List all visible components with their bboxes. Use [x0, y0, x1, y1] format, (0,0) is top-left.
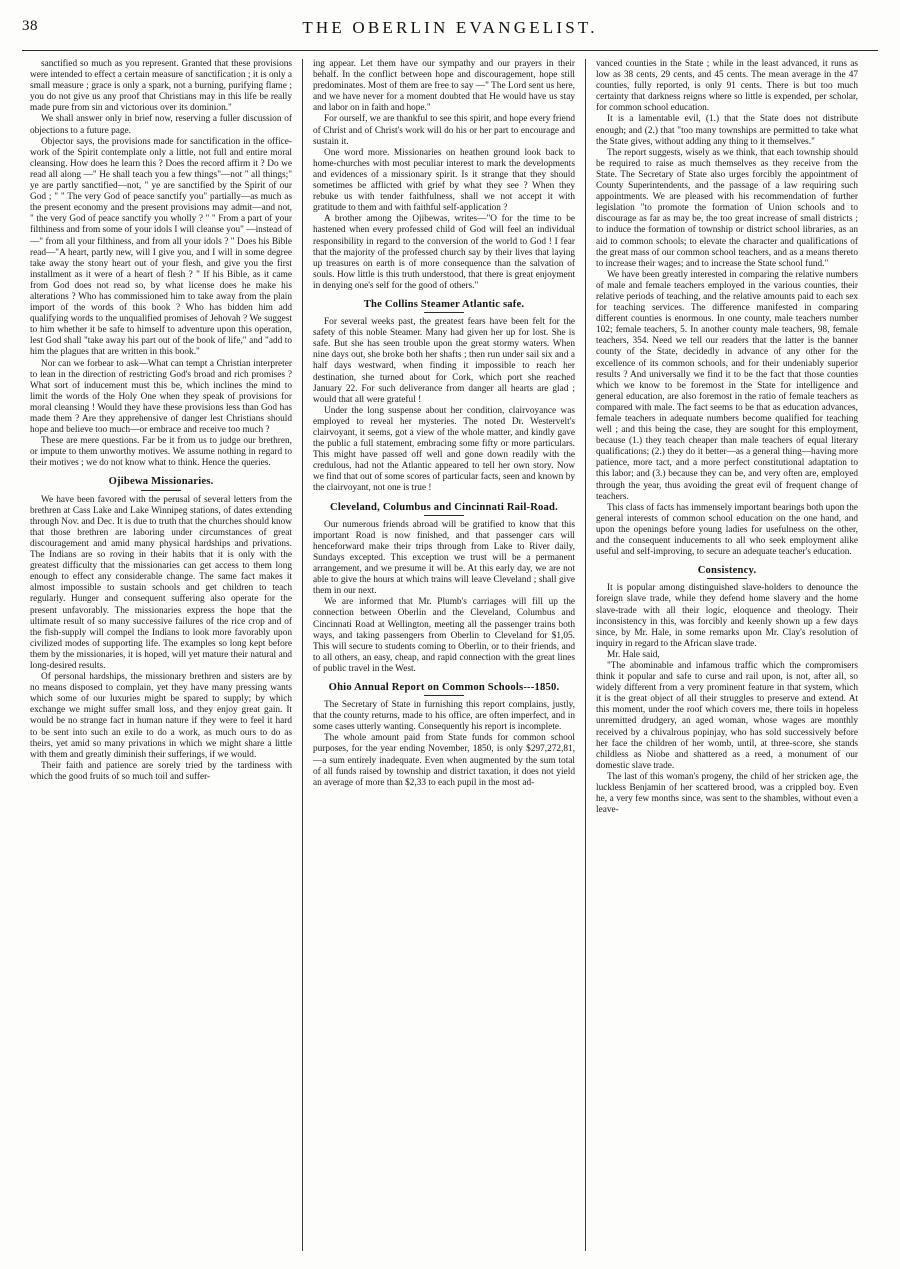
article-paragraph: "The abominable and infamous traffic which the compromisers think it popular and safe to curse and rail upon, is not, after all, so widely different from a very prominent feature in that system, which it is the great object of all their struggles to preserve and extend. At this moment, under the roof which covers me, there toils in hopeless unremitted drudgery, an aged woman, whose wages are monthly received by a chivalrous popinjay, who has sold successively before her face the children of her womb, until, at three-score, she stands childless as Niobe and shattered as a reed, a monument of our domestic slave trade. [596, 660, 858, 771]
article-paragraph: This class of facts has immensely important bearings both upon the general interests of common school education on the one hand, and upon the openings before young ladies for usefulness on the other, and the consequent inducements to all who seek employment alike useful and self-improving, to secure an adequate teacher's education. [596, 502, 858, 558]
article-headline: Consistency. [697, 565, 757, 577]
article-paragraph: The Secretary of State in furnishing this report complains, justly, that the county returns, made to his office, are often imperfect, and in some cases utterly wanting. Consequently his report is incomplete. [313, 700, 575, 733]
article-paragraph: These are mere questions. Far be it from us to judge our brethren, or impute to them unworthy motives. We assume nothing in regard to their motives ; we do not know what to think. Hence the queries. [30, 436, 292, 469]
article-headline: Ohio Annual Report on Common Schools---1850. [328, 681, 560, 693]
column-separator [585, 59, 586, 1251]
article-headline: Ojibewa Missionaries. [108, 476, 214, 488]
article-paragraph: One word more. Missionaries on heathen ground look back to home-churches with most peculiar interest to mark the developments and evidences of a missionary spirit. Is it strange that they should sometimes be afflicted with grief by what they see ? When they rebuke us with tender faithfulness, shall we not accept it with gratitude to them and with faithful self-application ? [313, 147, 575, 214]
headline-rule [141, 490, 181, 491]
article-paragraph: We have been favored with the perusal of several letters from the brethren at Cass Lake and Lake Winnipeg stations, of dates extending through Nov. and Dec. It is due to truth that the churches should know that those brethren are laboring under circumstances of great discouragement and amid many physical hardships and privations. The Indians are so roving in their habits that it is only with the greatest difficulty that the missionaries can get access to them long enough to effect any considerable change. The same fact makes it almost impossible to sustain schools and get children to teach regularly. Hunger and consequent suffering also operate for the present unfavorably. The missionaries express the hope that the ultimate result of so many successive failures of the rice crop and of the fish-supply will compel the Indians to look more favorably upon civilized modes of supporting life. The examples so long kept before them by the missionaries, it is hoped, will yet mature their natural and long-desired results. [30, 494, 292, 671]
article-paragraph: It is popular among distinguished slave-holders to denounce the foreign slave trade, while they defend home slavery and the home slave-trade with all their logic, eloquence and theology. Their inconsistency in this, was forcibly and keenly shown up a few days since, by Mr. Hale, in some remarks upon Mr. Clay's resolution of inquiry in regard to the African slave trade. [596, 583, 858, 649]
article-paragraph: Nor can we forbear to ask—What can tempt a Christian interpreter to lean in the direction of restricting God's broad and rich promises ? What sort of inducement must this be, which inclines the mind to limit the words of the Holy One when they speak of provisions for moral cleansing ! Would they have these provisions less than God has made them ? Are they apprehensive of danger lest Christians should hope and believe too much—or embrace and receive too much ? [30, 358, 292, 436]
article-paragraph: Of personal hardships, the missionary brethren and sisters are by no means disposed to complain, yet they have many pressing wants which some of our luxuries might be spared to supply; by which exchange we might suffer small loss, and they enjoy great gain. It would be no strange fact in human nature if they were to feel it hard to be sent into such an exile to do a work, as much ours to do as theirs, yet amid so many privations in which we might share a little with them and greatly diminish their sufferings, if we would. [30, 672, 292, 760]
article-paragraph: The whole amount paid from State funds for common school purposes, for the year ending November, 1850, is only $297,272,81,—a sum entirely inadequate. Even when augmented by the sum total of all funds raised by township and district taxation, it does not yield an average of more than $2,33 to each pupil in the most ad- [313, 733, 575, 788]
publication-title: THE OBERLIN EVANGELIST. [302, 18, 598, 37]
article-paragraph: The last of this woman's progeny, the child of her stricken age, the luckless Benjamin of her scattered brood, was a crippled boy. Even he, a very few months since, was sent to the shambles, without even a leave- [596, 771, 858, 816]
text-column-1 [22, 59, 300, 1251]
masthead-divider [22, 50, 878, 51]
article-paragraph: It is a lamentable evil, (1.) that the State does not distribute enough; and (2.) that "too many townships are permitted to take what the State gives, without adding any thing to it themselves." [596, 114, 858, 147]
article-paragraph: Our numerous friends abroad will be gratified to know that this important Road is now finished, and that passenger cars will henceforward make their trips through from Lake to River daily, Sundays excepted. This exception we trust will be a permanent arrangement, and we presume it will be. At this early day, we are not able to give the hours at which trains will leave Cleveland ; shall give them in our next. [313, 519, 575, 597]
article-headline: Cleveland, Columbus and Cincinnati Rail-Road. [330, 501, 558, 513]
article-paragraph: We are informed that Mr. Plumb's carriages will fill up the connection between Oberlin and the Cleveland, Columbus and Cincinnati Road at Wellington, meeting all the passenger trains both ways, and taking passengers from Oberlin to Cleveland for $1,05. This will secure to students coming to Oberlin, or to their friends, and to all others, an easy, cheap, and rapid connection with the great lines of public travel in the West. [313, 597, 575, 674]
text-column-2 [305, 59, 583, 1251]
article-paragraph: The report suggests, wisely as we think, that each township should be required to raise as much themselves as they receive from the State. The Secretary of State also urges forcibly the appointment of County Superintendents, and the passage of a law requiring such appointments. We are pleased with his recommendation of further legislation "to promote the formation of Union schools and to discourage as far as may be, the too great increase of small districts ; to induce the formation of township or district school libraries, as an aid to common schools; to elevate the character and qualifications of the great mass of our common school teachers, and as a means thereto to increase their wages; and to increase the State school fund." [596, 147, 858, 269]
article-paragraph: sanctified so much as you represent. Granted that these provisions were intended to effect a certain measure of sanctification ; it is only a small measure ; grace is only a spark, not a burning, purifying flame ; you do not give us any proof that Christians may in this life be really made pure from sin and victorious over its dominion." [30, 59, 292, 114]
masthead [22, 18, 878, 44]
headline-rule [424, 515, 464, 516]
article-paragraph: For several weeks past, the greatest fears have been felt for the safety of this noble Steamer. Many had given her up for lost. She is safe. But she has seen trouble upon the great stormy waters. When nine days out, she broke both her shafts ; then run under sail six and a half days westward, when finding it impossible to reach her destination, she turned about for Cork, which port she reached January 22. For such deliverance from danger all hearts are glad ; would that all were grateful ! [313, 317, 575, 405]
column-separator [302, 59, 303, 1251]
article-paragraph: Objector says, the provisions made for sanctification in the office-work of the Spirit contemplate only a little, not full and entire moral cleansing. How does he learn this ? Does the record affirm it ? Do we read all along —" He shall teach you a few things"—not " all things;" ye are partly sanctified—not, " ye are sanctified by the Spirit of our God ; " " The very God of peace sanctify you" partially—as much as the present economy and the present provisions may admit—and not, " the very God of peace sanctify you wholly ? " " From a part of your filthiness and from some of your idols I will cleanse you" —instead of—" from all your filthiness, and from all your idols ? " Does his Bible read—"A heart, partly new, will I give you, and I will in some degree take away the stony heart out of your flesh, and give you the first installment as it were of a heart of flesh ? " If his Bible, as it came from God does not read so, by what license does he make his alterations ? Who has commissioned him to take away from the plain import of the words of this book ? Who has bidden him add qualifying words to the unqualified promises of Jehovah ? We suggest to him whether it be safe to himself to adventure upon this operation, lest God shall "take away his part out of the book of life," and "add to him the plagues that are written in this book." [30, 136, 292, 358]
column-container [22, 59, 878, 1251]
headline-rule [424, 695, 464, 696]
article-paragraph: Mr. Hale said, [607, 649, 660, 660]
article-paragraph: Under the long suspense about her condition, clairvoyance was employed to reveal her mysteries. The noted Dr. Westervelt's clairvoyant, it seems, got a view of the whole matter, and kindly gave the public a full statement, embracing some fifty or more particulars. This might have passed off well and gone down readily with the credulous, had not the Atlantic appeared to tell her own story. Now we find that out of some scores of particular facts, seen and known by the clairvoyant, not one is true ! [313, 405, 575, 494]
article-paragraph: A brother among the Ojibewas, writes—"O for the time to be hastened when every professed child of God will feel an individual responsibility in regard to the conversion of the world to God ! I fear that the majority of the professed church say by their lives that laying up treasures on earth is of more consequence than the salvation of souls. How little is this truth understood, that there is great enjoyment in denying one's self for the good of others." [313, 214, 575, 291]
article-paragraph: We shall answer only in brief now, reserving a fuller discussion of objections to a future page. [30, 114, 292, 136]
article-headline: The Collins Steamer Atlantic safe. [363, 298, 525, 310]
article-paragraph: vanced counties in the State ; while in the least advanced, it runs as low as 38 cents, 29 cents, and 45 cents. The mean average in the 47 counties, fully reported, is only 91 cents. There is but too much certainty that darkness reigns where so little is expended, per scholar, for common school education. [596, 59, 858, 114]
headline-rule [707, 578, 747, 579]
page-number: 38 [22, 18, 38, 34]
article-paragraph: Their faith and patience are sorely tried by the tardiness with which the good fruits of so much toil and suffer- [30, 760, 292, 782]
article-paragraph: For ourself, we are thankful to see this spirit, and hope every friend of Christ and of Christ's work will do his or her part to encourage and sustain it. [313, 114, 575, 147]
article-paragraph: We have been greatly interested in comparing the relative numbers of male and female teachers employed in the various counties, their relative periods of teaching, and the relative amounts paid to each sex for teaching services. The difference manifested in comparing different counties is enormous. In one county, male teachers number 102; female teachers, 5. In another county male teachers, 98, female teachers, 354. Need we tell our readers that the latter is the banner county of the State, decidedly in advance of any other for the excellence of its common schools, and for their undeniably superior results ? And universally we find it to be the fact that those counties which we know to be foremost in the State for intelligence and general education, are also foremost in the ratio of female teachers as compared with male. The fact seems to be that as education advances, female teachers in adequate numbers become qualified for teaching well ; and this being the case, they are sought for this employment, because (1.) they teach cheaper than male teachers of equal literary qualifications; (2.) they do it better—as a general thing—having more patience, more tact, and a more perfect constitutional adaptation to this labor; and (3.) because they can be, and very often are, employed through the year, thus avoiding the great evil of frequent change of teachers. [596, 269, 858, 502]
headline-rule [424, 312, 464, 313]
article-paragraph: ing appear. Let them have our sympathy and our prayers in their behalf. In the conflict between hope and discouragement, hope still predominates. Most of them are free to say —" The Lord sent us here, and we have never for a moment doubted that He would have us stay and labor on in faith and hope." [313, 59, 575, 114]
text-column-3 [588, 59, 866, 1251]
